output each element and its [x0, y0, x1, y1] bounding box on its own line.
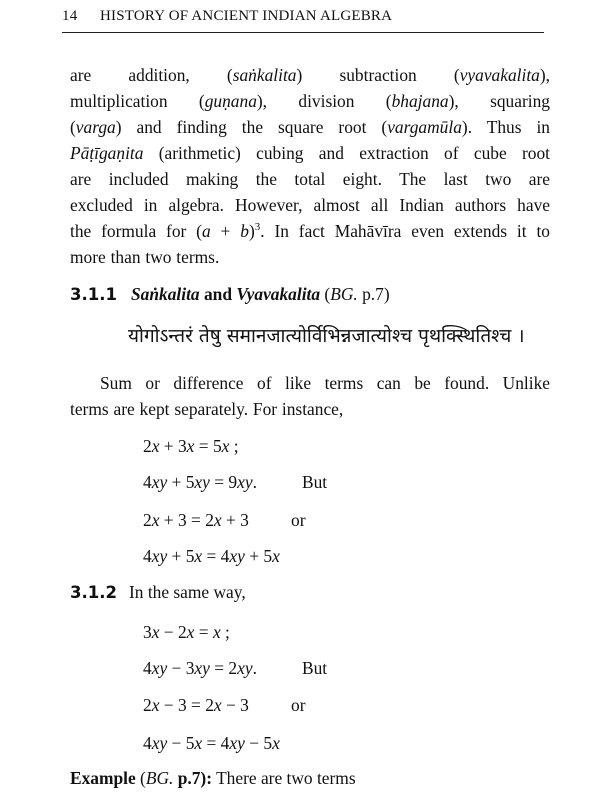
equation: 2x + 3 = 2x + 3 or: [143, 510, 306, 530]
text-line: Pāṭīgaṇita (arithmetic) cubing and extraction of cube root: [70, 143, 550, 163]
text-line: more than two terms.: [70, 247, 220, 267]
example-line: Example (BG. p.7): There are two terms: [70, 768, 356, 788]
equation: 4xy − 3xy = 2xy. But: [143, 658, 328, 678]
opening-paragraph: [70, 62, 550, 270]
text-line: (varga) and finding the square root (vargamūla). Thus in: [70, 117, 550, 137]
header-rule: [62, 32, 544, 33]
like-terms-paragraph: [70, 370, 550, 422]
sanskrit-verse: योगोऽन्तरं तेषु समानजात्योर्विभिन्नजात्योश्च पृथक्स्थितिश्च ।: [128, 325, 525, 347]
text-line: are included making the total eight. The last two are: [70, 169, 550, 189]
text-line: Sum or difference of like terms can be found. Unlike: [100, 373, 550, 393]
equation: 4xy − 5x = 4xy − 5x: [143, 733, 280, 753]
section-heading-3-1-2: 3.1.2 In the same way,: [70, 582, 246, 602]
text-line: the formula for $(a + b)^3$. In fact Mahāvīra even extends it to: [70, 221, 550, 241]
equation: 3x − 2x = x ;: [143, 622, 230, 642]
equation: 4xy + 5x = 4xy + 5x: [143, 546, 280, 566]
text-line: excluded in algebra. However, almost all Indian authors have: [70, 195, 550, 215]
text-line: are addition, (saṅkalita) subtraction (vyavakalita),: [70, 65, 550, 85]
text-line: multiplication (guṇana), division (bhajana), squaring: [70, 91, 550, 111]
running-title: HISTORY OF ANCIENT INDIAN ALGEBRA: [100, 8, 393, 24]
text-line: terms are kept separately. For instance,: [70, 399, 344, 419]
equation: 2x − 3 = 2x − 3 or: [143, 695, 306, 715]
equation: 2x + 3x = 5x ;: [143, 436, 239, 456]
section-heading-3-1-1: 3.1.1 Saṅkalita and Vyavakalita (BG. p.7): [70, 284, 390, 304]
running-header: [62, 8, 542, 32]
page-number: 14: [62, 8, 78, 24]
equation: 4xy + 5xy = 9xy. But: [143, 472, 328, 492]
